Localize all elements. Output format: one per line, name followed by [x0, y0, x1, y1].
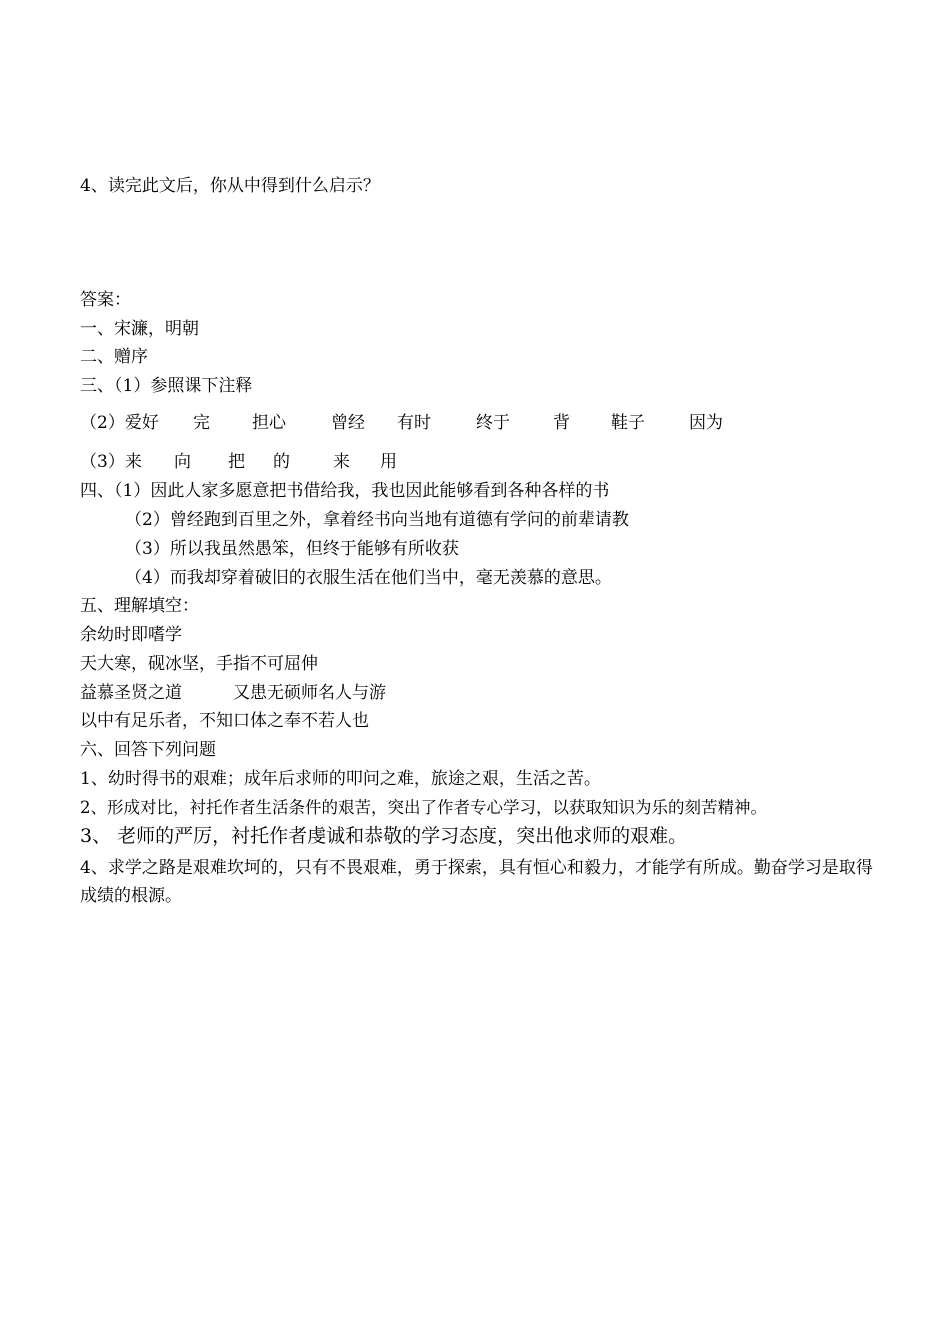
vocab-item: 因为 — [689, 413, 723, 433]
vocab-item: 鞋子 — [611, 413, 645, 433]
answer-section-3: 三、（1）参照课下注释 — [80, 376, 253, 396]
vocab-item: 的 — [273, 452, 290, 472]
answers-heading: 答案： — [80, 290, 131, 310]
fill-answer-2: 天大寒，砚冰坚，手指不可屈伸 — [80, 654, 318, 674]
vocab-item: 用 — [380, 452, 397, 472]
answer-section-4-item-1: 四、（1）因此人家多愿意把书借给我，我也因此能够看到各种各样的书 — [80, 481, 610, 501]
vocab-item: （2）爱好 — [80, 413, 159, 433]
vocab-item: 担心 — [252, 413, 286, 433]
vocab-item: 向 — [174, 452, 191, 472]
vocab-item: 有时 — [397, 413, 431, 433]
answer-section-4-item-2: （2）曾经跑到百里之外，拿着经书向当地有道德有学问的前辈请教 — [125, 510, 629, 530]
question-answer-3: 3、 老师的严厉，衬托作者虔诚和恭敬的学习态度，突出他求师的艰难。 — [80, 825, 688, 847]
vocab-item: 完 — [193, 413, 210, 433]
fill-answer-3b: 又患无硕师名人与游 — [233, 683, 386, 703]
answer-section-4-item-3: （3）所以我虽然愚笨，但终于能够有所收获 — [125, 539, 459, 559]
vocab-item: 终于 — [476, 413, 510, 433]
question-4: 4、读完此文后，你从中得到什么启示？ — [80, 176, 380, 196]
question-answer-4: 4、求学之路是艰难坎坷的，只有不畏艰难，勇于探索，具有恒心和毅力，才能学有所成。勤奋学习是取得成绩的根源。 — [80, 858, 873, 906]
answer-section-1: 一、宋濂，明朝 — [80, 319, 199, 339]
vocab-item: （3）来 — [80, 452, 142, 472]
fill-answer-4: 以中有足乐者，不知口体之奉不若人也 — [80, 711, 369, 731]
fill-answer-1: 余幼时即嗜学 — [80, 625, 182, 645]
question-answer-2: 2、形成对比，衬托作者生活条件的艰苦，突出了作者专心学习，以获取知识为乐的刻苦精神。 — [80, 798, 767, 817]
question-answer-1: 1、幼时得书的艰难；成年后求师的叩问之难，旅途之艰，生活之苦。 — [80, 769, 601, 789]
vocab-item: 曾经 — [331, 413, 365, 433]
fill-answer-3a: 益慕圣贤之道 — [80, 683, 182, 703]
vocab-item: 背 — [553, 413, 570, 433]
vocab-item: 来 — [333, 452, 350, 472]
answer-section-2: 二、赠序 — [80, 347, 148, 367]
vocab-item: 把 — [228, 452, 245, 472]
answer-section-4-item-4: （4）而我却穿着破旧的衣服生活在他们当中，毫无羡慕的意思。 — [125, 568, 612, 588]
answer-section-6-heading: 六、回答下列问题 — [80, 740, 216, 760]
answer-section-5-heading: 五、理解填空： — [80, 596, 199, 616]
